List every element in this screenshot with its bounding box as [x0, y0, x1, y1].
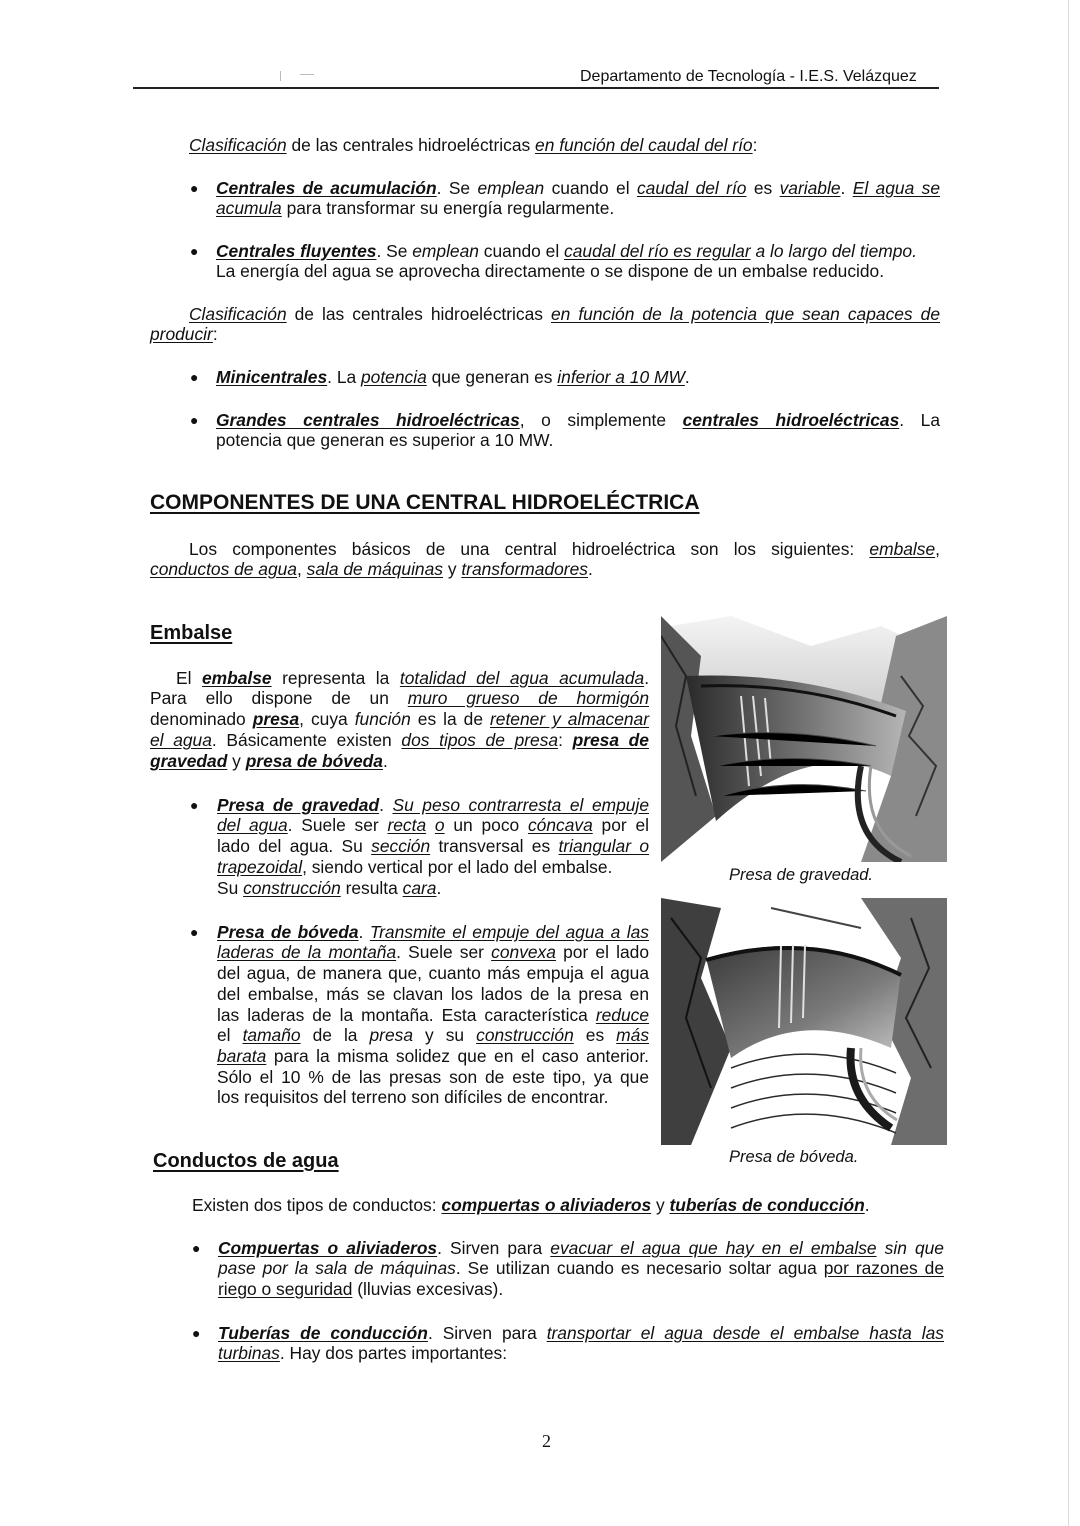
header-rule [133, 87, 939, 89]
boveda-l8: Sólo el 10 % de las presas son de este tipo, ya que [217, 1067, 649, 1087]
conductos-intro: Existen dos tipos de conductos: compuertas o aliviaderos y tuberías de conducción. [192, 1195, 870, 1215]
bullet: ● [190, 243, 199, 259]
section-heading-componentes: COMPONENTES DE UNA CENTRAL HIDROELÉCTRICA [150, 491, 700, 514]
boveda-l6: el tamaño de la presa y su construcción es más [217, 1025, 650, 1045]
gravedad-l1: Presa de gravedad. Su peso contrarresta el empuje [217, 795, 650, 815]
caption-gravity-dam: Presa de gravedad. [729, 866, 874, 884]
tuberias-l2: turbinas. Hay dos partes importantes: [218, 1343, 508, 1363]
potencia-item-grandes: Grandes centrales hidroeléctricas, o simplemente centrales hidroeléctricas. La [216, 410, 940, 430]
running-header: Departamento de Tecnología - I.E.S. Velázquez [580, 68, 917, 85]
scan-mark [300, 74, 314, 75]
boveda-l9: los requisitos del terreno son difíciles de encontrar. [217, 1087, 609, 1107]
caudal-item-fluyentes: Centrales fluyentes. Se emplean cuando el caudal del río es regular a lo largo del tiempo. [216, 241, 917, 261]
boveda-l4: del embalse, más se clavan los lados de la presa en [217, 984, 649, 1004]
boveda-l1: Presa de bóveda. Transmite el empuje del agua a las [217, 922, 649, 942]
embalse-paragraph-l2: Para ello dispone de un muro grueso de hormigón [150, 688, 649, 708]
caudal-item-fluyentes-cont: La energía del agua se aprovecha directamente o se dispone de un embalse reducido. [216, 261, 885, 281]
compuertas-l2: pase por la sala de máquinas. Se utilizan cuando es necesario soltar agua por razones de [218, 1258, 944, 1278]
compuertas-l1: Compuertas o aliviaderos. Sirven para evacuar el agua que hay en el embalse sin que [218, 1238, 944, 1258]
componentes-paragraph: Los componentes básicos de una central hidroeléctrica son los siguientes: embalse, [189, 539, 940, 559]
embalse-paragraph-l1: El embalse representa la totalidad del agua acumulada. [176, 668, 650, 688]
embalse-paragraph-l3: denominado presa, cuya función es la de retener y almacenar [150, 709, 650, 729]
bullet: ● [190, 369, 199, 385]
bullet: ● [192, 1240, 201, 1256]
subheading-conductos: Conductos de agua [153, 1150, 339, 1172]
componentes-paragraph-cont: conductos de agua, sala de máquinas y transformadores. [150, 559, 593, 579]
gravedad-l5: Su construcción resulta cara. [217, 878, 442, 898]
caption-arch-dam: Presa de bóveda. [729, 1148, 859, 1166]
scan-mark [280, 71, 281, 81]
potencia-intro-cont: producir: [150, 324, 218, 344]
boveda-l2: laderas de la montaña. Suele ser convexa por el lado [217, 942, 650, 962]
boveda-l7: barata para la misma solidez que en el caso anterior. [217, 1046, 649, 1066]
embalse-paragraph-l4: el agua. Básicamente existen dos tipos de presa: presa de [150, 730, 649, 750]
boveda-l3: del agua, de manera que, cuanto más empuja el agua [217, 963, 649, 983]
gravedad-l2: del agua. Suele ser recta o un poco cóncava por el [217, 815, 649, 835]
embalse-paragraph-l5: gravedad y presa de bóveda. [150, 751, 388, 771]
gravedad-l3: lado del agua. Su sección transversal es triangular o [217, 836, 649, 856]
bullet: ● [190, 180, 199, 196]
bullet: ● [190, 797, 199, 813]
subheading-embalse: Embalse [150, 622, 233, 644]
potencia-intro: Clasificación de las centrales hidroeléctricas en función de la potencia que sean capaces de [189, 304, 940, 324]
bullet: ● [190, 412, 199, 428]
bullet: ● [190, 924, 199, 940]
scan-edge [1068, 0, 1069, 1526]
page-number: 2 [542, 1431, 551, 1451]
tuberias-l1: Tuberías de conducción. Sirven para transportar el agua desde el embalse hasta las [218, 1323, 944, 1343]
arch-dam-illustration [661, 898, 947, 1145]
caudal-item-acumulacion: Centrales de acumulación. Se emplean cuando el caudal del río es variable. El agua se [216, 178, 940, 198]
gravity-dam-illustration [661, 616, 947, 862]
boveda-l5: las laderas de la montaña. Esta característica reduce [217, 1005, 649, 1025]
gravedad-l4: trapezoidal, siendo vertical por el lado del embalse. [217, 857, 613, 877]
compuertas-l3: riego o seguridad (lluvias excesivas). [218, 1279, 504, 1299]
caudal-item-acumulacion-cont: acumula para transformar su energía regularmente. [216, 198, 615, 218]
potencia-item-minicentrales: Minicentrales. La potencia que generan es inferior a 10 MW. [216, 367, 690, 387]
caudal-intro: Clasificación de las centrales hidroeléctricas en función del caudal del río: [189, 135, 758, 155]
bullet: ● [192, 1325, 201, 1341]
potencia-item-grandes-cont: potencia que generan es superior a 10 MW. [216, 430, 554, 450]
